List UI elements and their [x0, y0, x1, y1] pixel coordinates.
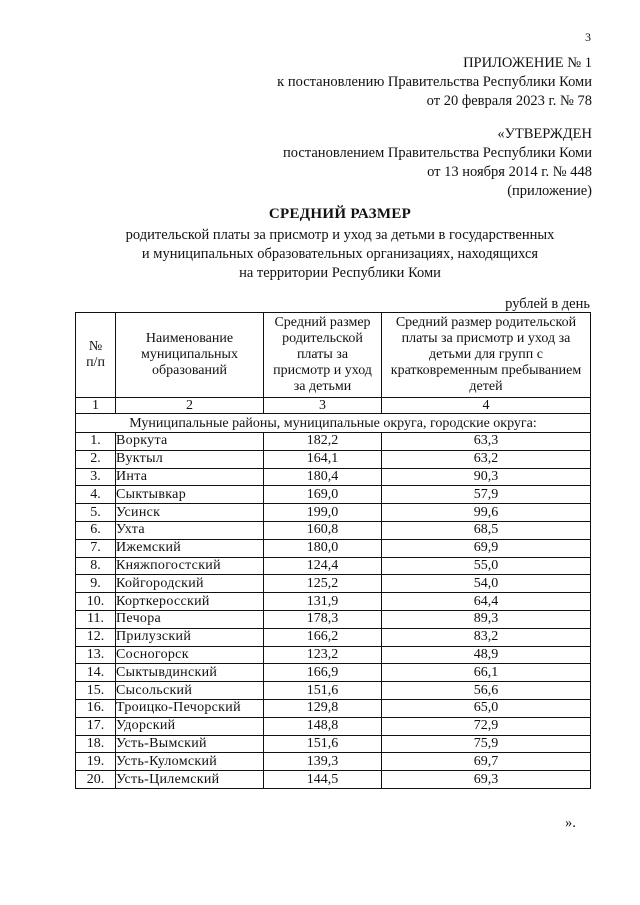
average-fee-value: 144,5: [264, 771, 382, 789]
table-row: [76, 682, 591, 700]
row-number: 1.: [76, 433, 116, 451]
short-stay-fee-value: 83,2: [382, 628, 591, 646]
average-fee-value: 166,2: [264, 628, 382, 646]
row-number: 4.: [76, 486, 116, 504]
fee-table: [75, 312, 591, 789]
table-row: [76, 628, 591, 646]
row-number: 5.: [76, 504, 116, 522]
row-number: 2.: [76, 450, 116, 468]
table-row: [76, 486, 591, 504]
short-stay-fee-value: 69,3: [382, 771, 591, 789]
row-number: 17.: [76, 717, 116, 735]
document-subtitle: [0, 226, 640, 283]
appendix-date: от 20 февраля 2023 г. № 78: [426, 93, 592, 109]
short-stay-fee-value: 66,1: [382, 664, 591, 682]
municipality-name: Княжпогостский: [116, 557, 264, 575]
row-number: 16.: [76, 699, 116, 717]
municipality-name: Вуктыл: [116, 450, 264, 468]
municipality-name: Прилузский: [116, 628, 264, 646]
table-row: [76, 771, 591, 789]
document-title: СРЕДНИЙ РАЗМЕР: [268, 206, 412, 222]
average-fee-value: 124,4: [264, 557, 382, 575]
header-municipality: Наименование муниципальных образований: [116, 313, 264, 398]
row-number: 13.: [76, 646, 116, 664]
approved-note: (приложение): [507, 183, 592, 199]
page-number: 3: [585, 30, 591, 44]
appendix-title: ПРИЛОЖЕНИЕ № 1: [463, 55, 592, 71]
table-row: [76, 699, 591, 717]
table-row: [76, 450, 591, 468]
section-title: Муниципальные районы, муниципальные округа, городские округа:: [76, 414, 591, 433]
table-row: [76, 735, 591, 753]
column-number: 1: [76, 398, 116, 414]
average-fee-value: 180,0: [264, 539, 382, 557]
subtitle-line-2: и муниципальных образовательных организациях, находящихся: [141, 246, 539, 262]
short-stay-fee-value: 90,3: [382, 468, 591, 486]
short-stay-fee-value: 65,0: [382, 699, 591, 717]
short-stay-fee-value: 55,0: [382, 557, 591, 575]
average-fee-value: 123,2: [264, 646, 382, 664]
short-stay-fee-value: 75,9: [382, 735, 591, 753]
table-row: [76, 646, 591, 664]
short-stay-fee-value: 48,9: [382, 646, 591, 664]
table-row: [76, 468, 591, 486]
municipality-name: Сыктывдинский: [116, 664, 264, 682]
average-fee-value: 178,3: [264, 610, 382, 628]
closing-quote: ».: [565, 815, 576, 831]
average-fee-value: 131,9: [264, 593, 382, 611]
appendix-header: [277, 54, 592, 111]
average-fee-value: 148,8: [264, 717, 382, 735]
municipality-name: Печора: [116, 610, 264, 628]
row-number: 14.: [76, 664, 116, 682]
table-row: [76, 593, 591, 611]
table-row: [76, 610, 591, 628]
short-stay-fee-value: 63,3: [382, 433, 591, 451]
table-row: [76, 575, 591, 593]
approved-title: «УТВЕРЖДЕН: [497, 126, 592, 142]
short-stay-fee-value: 69,7: [382, 753, 591, 771]
municipality-name: Усть-Куломский: [116, 753, 264, 771]
average-fee-value: 164,1: [264, 450, 382, 468]
average-fee-value: 160,8: [264, 521, 382, 539]
short-stay-fee-value: 57,9: [382, 486, 591, 504]
approved-date: от 13 ноября 2014 г. № 448: [427, 164, 592, 180]
row-number: 20.: [76, 771, 116, 789]
row-number: 3.: [76, 468, 116, 486]
average-fee-value: 151,6: [264, 735, 382, 753]
municipality-name: Инта: [116, 468, 264, 486]
municipality-name: Удорский: [116, 717, 264, 735]
short-stay-fee-value: 63,2: [382, 450, 591, 468]
table-row: [76, 557, 591, 575]
short-stay-fee-value: 89,3: [382, 610, 591, 628]
approved-reference: постановлением Правительства Республики Коми: [283, 145, 592, 161]
table-row: [76, 664, 591, 682]
short-stay-fee-value: 72,9: [382, 717, 591, 735]
municipality-name: Усинск: [116, 504, 264, 522]
row-number: 9.: [76, 575, 116, 593]
average-fee-value: 199,0: [264, 504, 382, 522]
municipality-name: Воркута: [116, 433, 264, 451]
column-number: 4: [382, 398, 591, 414]
appendix-reference: к постановлению Правительства Республики Коми: [277, 74, 592, 90]
header-average-fee: Средний размер родительской платы за присмотр и уход за детьми: [264, 313, 382, 398]
municipality-name: Ухта: [116, 521, 264, 539]
row-number: 6.: [76, 521, 116, 539]
average-fee-value: 139,3: [264, 753, 382, 771]
municipality-name: Сосногорск: [116, 646, 264, 664]
municipality-name: Ижемский: [116, 539, 264, 557]
short-stay-fee-value: 64,4: [382, 593, 591, 611]
average-fee-value: 151,6: [264, 682, 382, 700]
row-number: 18.: [76, 735, 116, 753]
average-fee-value: 180,4: [264, 468, 382, 486]
average-fee-value: 129,8: [264, 699, 382, 717]
header-number: № п/п: [76, 313, 116, 398]
row-number: 19.: [76, 753, 116, 771]
row-number: 11.: [76, 610, 116, 628]
approved-header: [283, 125, 592, 201]
municipality-name: Корткеросский: [116, 593, 264, 611]
table-row: [76, 504, 591, 522]
municipality-name: Койгородский: [116, 575, 264, 593]
short-stay-fee-value: 56,6: [382, 682, 591, 700]
subtitle-line-3: на территории Республики Коми: [239, 265, 441, 281]
units-label: рублей в день: [505, 296, 590, 312]
short-stay-fee-value: 54,0: [382, 575, 591, 593]
table-row: [76, 433, 591, 451]
table-row: [76, 539, 591, 557]
municipality-name: Троицко-Печорский: [116, 699, 264, 717]
municipality-name: Сыктывкар: [116, 486, 264, 504]
row-number: 15.: [76, 682, 116, 700]
row-number: 12.: [76, 628, 116, 646]
header-short-stay-fee: Средний размер родительской платы за присмотр и уход за детьми для групп с кратковременным пребыванием детей: [382, 313, 591, 398]
column-number: 3: [264, 398, 382, 414]
row-number: 10.: [76, 593, 116, 611]
average-fee-value: 169,0: [264, 486, 382, 504]
average-fee-value: 166,9: [264, 664, 382, 682]
average-fee-value: 182,2: [264, 433, 382, 451]
short-stay-fee-value: 68,5: [382, 521, 591, 539]
row-number: 8.: [76, 557, 116, 575]
table-row: [76, 753, 591, 771]
municipality-name: Сысольский: [116, 682, 264, 700]
table-row: [76, 717, 591, 735]
short-stay-fee-value: 69,9: [382, 539, 591, 557]
short-stay-fee-value: 99,6: [382, 504, 591, 522]
municipality-name: Усть-Вымский: [116, 735, 264, 753]
row-number: 7.: [76, 539, 116, 557]
table-row: [76, 521, 591, 539]
subtitle-line-1: родительской платы за присмотр и уход за детьми в государственных: [125, 227, 555, 243]
average-fee-value: 125,2: [264, 575, 382, 593]
municipality-name: Усть-Цилемский: [116, 771, 264, 789]
column-number: 2: [116, 398, 264, 414]
